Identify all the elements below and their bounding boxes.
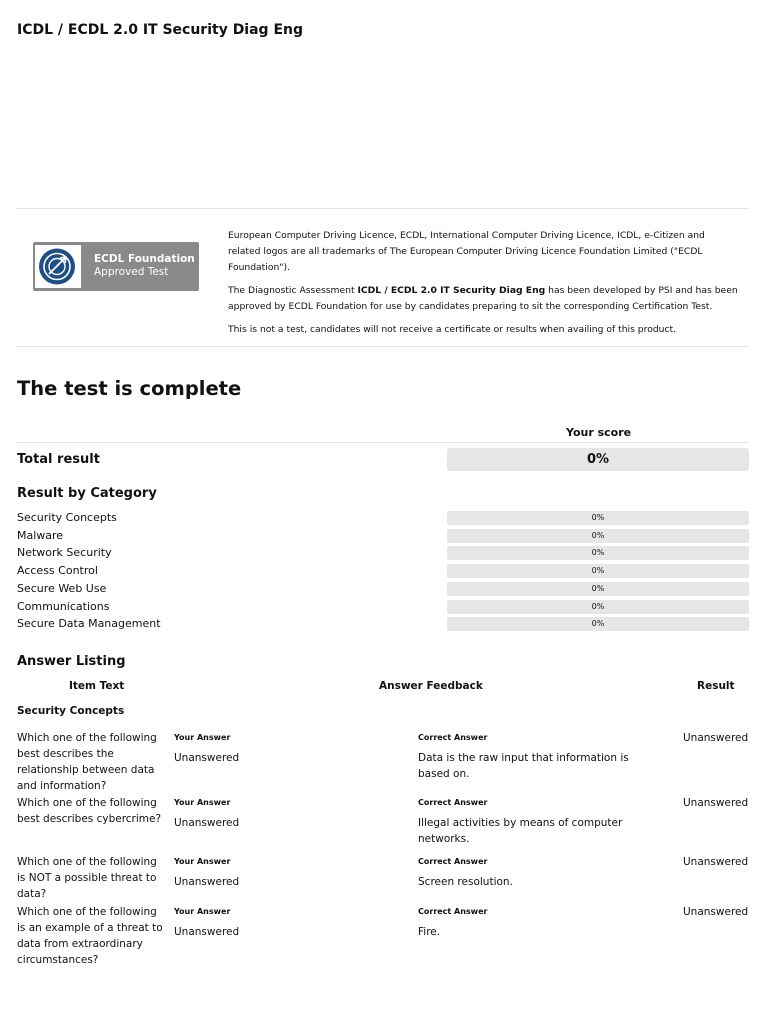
category-score: 0% [447, 600, 749, 614]
correct-answer-value: Illegal activities by means of computer networks. [418, 817, 623, 845]
document-title: ICDL / ECDL 2.0 IT Security Diag Eng [17, 22, 304, 38]
category-name: Secure Web Use [17, 581, 107, 595]
question-text: Which one of the following best describes the relationship between data and information? [17, 732, 157, 792]
result-value: Unanswered [683, 856, 749, 868]
category-score: 0% [447, 529, 749, 543]
result-value: Unanswered [683, 797, 749, 809]
category-name: Access Control [17, 564, 98, 578]
category-score: 0% [447, 564, 749, 578]
info-p2-suffix: has been developed by PSI and has been approved by ECDL Foundation for use by candidates preparing to sit the corresponding Certification Test. [228, 285, 738, 312]
category-row [17, 616, 749, 632]
question-text: Which one of the following is NOT a possible threat to data? [17, 856, 157, 900]
correct-answer-value: Fire. [418, 926, 441, 938]
category-row [17, 563, 749, 579]
info-paragraph-2 [228, 283, 738, 315]
correct-answer-label: Correct Answer [418, 798, 488, 807]
question-text: Which one of the following is an example of a threat to data from extraordinary circumstances? [17, 906, 163, 966]
category-score: 0% [447, 582, 749, 596]
answer-listing-heading: Answer Listing [17, 654, 126, 669]
info-paragraph-1: European Computer Driving Licence, ECDL, International Computer Driving Licence, ICDL, e-Citizen and related logos are all trademarks of The European Computer Driving Licence Foundation Limited ("ECDL Foundation"). [228, 230, 705, 273]
divider-top [17, 208, 749, 209]
category-score: 0% [447, 617, 749, 631]
your-answer-label: Your Answer [174, 857, 231, 866]
category-row [17, 528, 749, 544]
total-result-label: Total result [17, 452, 100, 467]
logo-text-line2: Approved Test [94, 266, 169, 278]
trademark-info [228, 228, 738, 345]
your-answer-label: Your Answer [174, 798, 231, 807]
divider-middle [17, 346, 749, 347]
category-name: Security Concepts [17, 511, 117, 524]
logo-text-line1: ECDL Foundation [94, 253, 195, 265]
info-p2-prefix: The Diagnostic Assessment [228, 285, 358, 296]
your-answer-value: Unanswered [174, 752, 240, 764]
result-value: Unanswered [683, 906, 749, 918]
info-paragraph-3: This is not a test, candidates will not receive a certificate or results when availing of this product. [228, 324, 677, 335]
question-text: Which one of the following best describes cybercrime? [17, 797, 162, 825]
category-name: Communications [17, 599, 110, 613]
page-heading: The test is complete [17, 377, 242, 400]
category-name: Secure Data Management [17, 617, 161, 631]
section-heading: Security Concepts [17, 705, 125, 717]
your-answer-value: Unanswered [174, 926, 240, 938]
category-name: Malware [17, 528, 64, 542]
category-row [17, 510, 749, 526]
category-score: 0% [447, 511, 749, 525]
ecdl-globe-icon [35, 245, 81, 288]
column-result: Result [697, 680, 735, 692]
category-score: 0% [447, 546, 749, 560]
ecdl-approved-logo [33, 242, 199, 291]
score-column-header: Your score [566, 426, 632, 439]
category-name: Network Security [17, 546, 112, 560]
category-row [17, 545, 749, 561]
column-answer-feedback: Answer Feedback [379, 680, 483, 692]
your-answer-label: Your Answer [174, 733, 231, 742]
score-header-divider [17, 442, 749, 443]
your-answer-label: Your Answer [174, 907, 231, 916]
correct-answer-label: Correct Answer [418, 733, 488, 742]
category-heading: Result by Category [17, 486, 157, 501]
correct-answer-label: Correct Answer [418, 857, 488, 866]
column-item-text: Item Text [69, 680, 125, 692]
correct-answer-value: Data is the raw input that information is based on. [418, 752, 629, 780]
total-result-value: 0% [447, 448, 749, 471]
category-row [17, 599, 749, 615]
your-answer-value: Unanswered [174, 817, 240, 829]
correct-answer-label: Correct Answer [418, 907, 488, 916]
correct-answer-value: Screen resolution. [418, 876, 513, 888]
info-p2-test-name: ICDL / ECDL 2.0 IT Security Diag Eng [357, 285, 546, 296]
category-row [17, 581, 749, 597]
your-answer-value: Unanswered [174, 876, 240, 888]
result-value: Unanswered [683, 732, 749, 744]
